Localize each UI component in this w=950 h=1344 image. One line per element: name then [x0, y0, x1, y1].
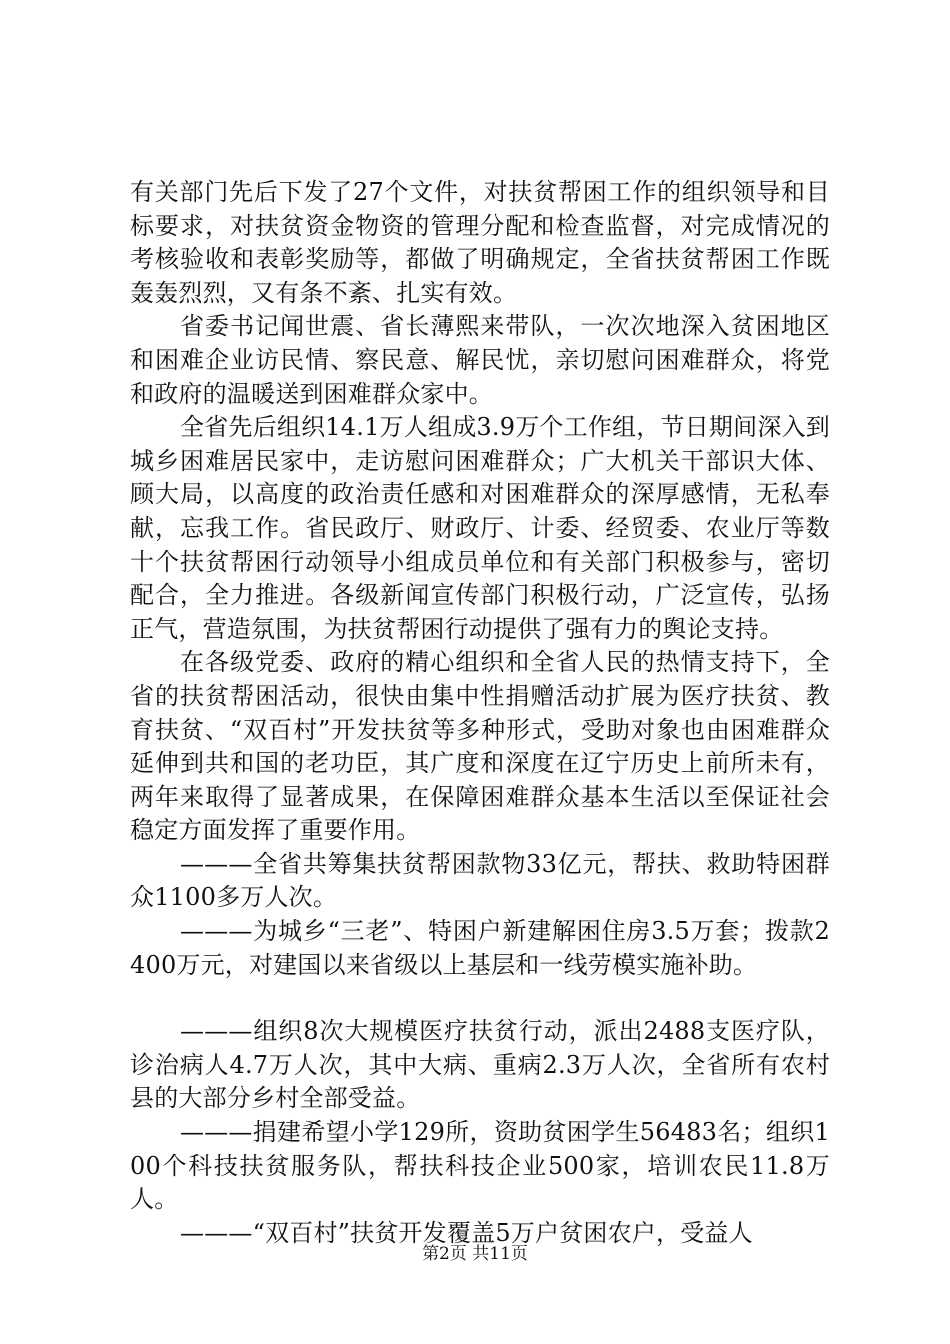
- paragraph-4: 在各级党委、政府的精心组织和全省人民的热情支持下，全省的扶贫帮困活动，很快由集中性捐赠活动扩展为医疗扶贫、教育扶贫、“双百村”开发扶贫等多种形式，受助对象也由困难群众延伸到共和国的老功臣，其广度和深度在辽宁历史上前所未有，两年来取得了显著成果，在保障困难群众基本生活以至保证社会稳定方面发挥了重要作用。: [130, 648, 830, 845]
- paragraph-9: ———“双百村”扶贫开发覆盖5万户贫困农户，受益人: [180, 1218, 753, 1247]
- paragraph-7: ———组织8次大规模医疗扶贫行动，派出2488支医疗队，诊治病人4.7万人次，其中大病、重病2.3万人次，全省所有农村县的大部分乡村全部受益。: [130, 1017, 830, 1113]
- paragraph-3: 全省先后组织14.1万人组成3.9万个工作组，节日期间深入到城乡困难居民家中，走访慰问困难群众；广大机关干部识大体、顾大局，以高度的政治责任感和对困难群众的深厚感情，无私奉献，忘我工作。省民政厅、财政厅、计委、经贸委、农业厅等数十个扶贫帮困行动领导小组成员单位和有关部门积极参与，密切配合，全力推进。各级新闻宣传部门积极行动，广泛宣传，弘扬正气，营造氛围，为扶贫帮困行动提供了强有力的舆论支持。: [130, 413, 830, 643]
- paragraph-8: ———捐建希望小学129所，资助贫困学生56483名；组织100个科技扶贫服务队，帮扶科技企业500家，培训农民11.8万人。: [130, 1118, 830, 1214]
- paragraph-6: ———为城乡“三老”、特困户新建解困住房3.5万套；拨款2400万元，对建国以来省级以上基层和一线劳模实施补助。: [130, 917, 830, 979]
- paragraph-5: ———全省共筹集扶贫帮困款物33亿元，帮扶、救助特困群众1100多万人次。: [130, 849, 830, 912]
- paragraph-2: 省委书记闻世震、省长薄熙来带队，一次次地深入贫困地区和困难企业访民情、察民意、解民忧，亲切慰问困难群众，将党和政府的温暖送到困难群众家中。: [130, 312, 830, 408]
- page-number-footer: 第2页 共11页: [422, 1244, 528, 1264]
- document-body: [130, 176, 830, 1250]
- paragraph-1: 有关部门先后下发了27个文件，对扶贫帮困工作的组织领导和目标要求，对扶贫资金物资的管理分配和检查监督，对完成情况的考核验收和表彰奖励等，都做了明确规定，全省扶贫帮困工作既轰轰烈烈，又有条不紊、扎实有效。: [130, 178, 830, 307]
